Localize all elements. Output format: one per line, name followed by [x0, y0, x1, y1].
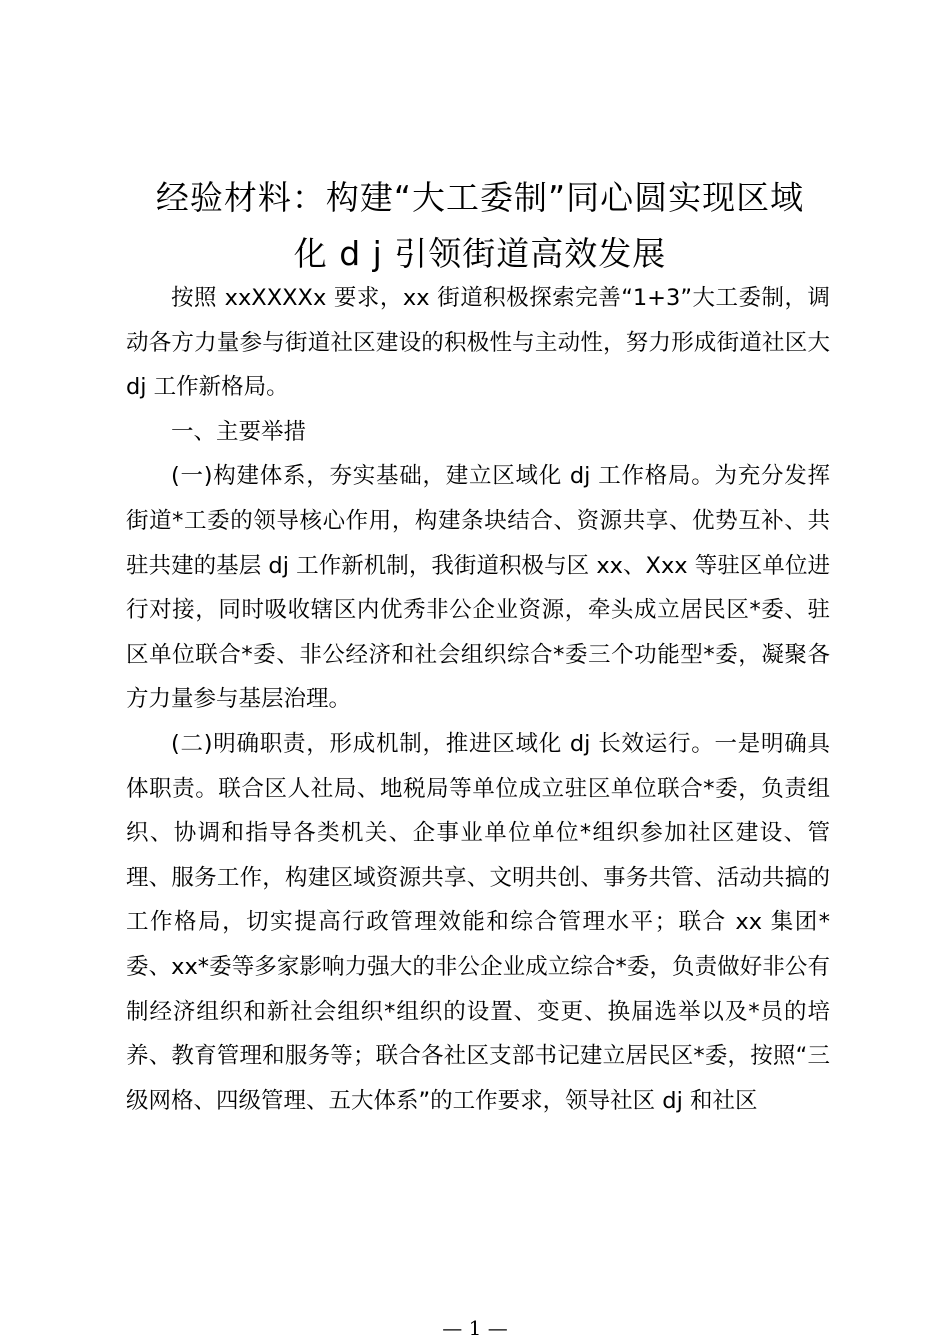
- intro-paragraph: 按照 xxXXXXx 要求，xx 街道积极探索完善“1+3”大工委制，调动各方力量参与街道社区建设的积极性与主动性，努力形成街道社区大 dj 工作新格局。: [126, 285, 830, 401]
- section-heading: 一、主要举措: [171, 418, 307, 445]
- body-paragraph-1: (一)构建体系，夯实基础，建立区域化 dj 工作格局。为充分发挥街道*工委的领导核心作用，构建条块结合、资源共享、优势互补、共驻共建的基层 dj 工作新机制，我街道积极与区 xx、Xxx 等驻区单位进行对接，同时吸收辖区内优秀非公企业资源，牵头成立居民区*委、驻区单位联合*委、非公经济和社会组织综合*委三个功能型*委，凝聚各方力量参与基层治理。: [126, 463, 830, 713]
- title-line-2: 化 d j 引领街道高效发展: [293, 234, 667, 273]
- title-line-1: 经验材料：构建“大工委制”同心圆实现区域: [155, 178, 805, 217]
- page-number: — 1 —: [442, 1316, 508, 1340]
- body-paragraph-2: (二)明确职责，形成机制，推进区域化 dj 长效运行。一是明确具体职责。联合区人社局、地税局等单位成立驻区单位联合*委，负责组织、协调和指导各类机关、企事业单位单位*组织参加社区建设、管理、服务工作，构建区域资源共享、文明共创、事务共管、活动共搞的工作格局，切实提高行政管理效能和综合管理水平；联合 xx 集团*委、xx*委等多家影响力强大的非公企业成立综合*委，负责做好非公有制经济组织和新社会组织*组织的设置、变更、换届选举以及*员的培养、教育管理和服务等；联合各社区支部书记建立居民区*委，按照“三级网格、四级管理、五大体系”的工作要求，领导社区 dj 和社区: [126, 730, 830, 1114]
- document-body: [126, 276, 830, 1123]
- document-title: [120, 170, 840, 282]
